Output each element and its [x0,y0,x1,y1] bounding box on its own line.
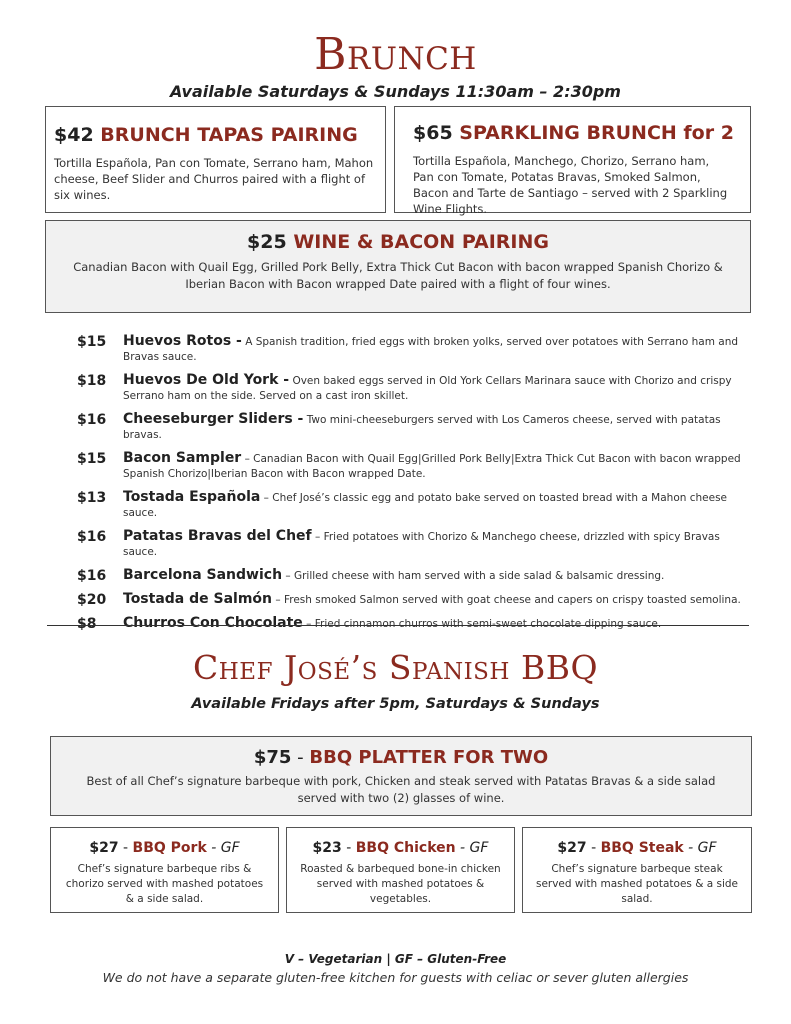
menu-item-price: $16 [77,529,107,545]
brunch-title: Brunch [314,29,477,80]
bbq-pork-heading [63,838,266,858]
bbq-pork-description: Chef’s signature barbeque ribs & chorizo served with mashed potatoes & a side salad. [65,863,264,905]
menu-item-description: – Grilled cheese with ham served with a side salad & balsamic dressing. [285,570,665,582]
sparkling-brunch-heading [413,119,732,147]
menu-item-name: Churros Con Chocolate [123,615,303,631]
bbq-steak-heading [535,838,739,858]
bbq-chicken-price: $23 [312,840,342,856]
section-divider [47,625,749,626]
wine-bacon-name: WINE & BACON PAIRING [293,231,549,253]
menu-item-price: $15 [77,334,107,350]
bbq-pork-name: BBQ Pork [132,840,207,856]
bbq-steak-name: BBQ Steak [600,840,684,856]
menu-item-price: $16 [77,412,107,428]
menu-item-price: $20 [77,592,107,608]
wine-bacon-box [45,220,751,313]
menu-item [77,592,757,608]
bbq-steak-gf-tag: - GF [683,840,717,856]
tapas-pairing-name: BRUNCH TAPAS PAIRING [100,124,358,146]
menu-item-description: – Fried potatoes with Chorizo & Manchego cheese, drizzled with spicy Bravas sauce. [123,531,720,558]
bbq-pork-separator: - [118,840,133,856]
menu-item-name: Tostada Española [123,489,261,505]
tapas-pairing-price: $42 [54,124,94,146]
bbq-steak-description: Chef’s signature barbeque steak served with mashed potatoes & a side salad. [535,863,739,905]
bbq-platter-name: BBQ PLATTER FOR TWO [309,747,549,768]
sparkling-brunch-box [394,106,751,216]
menu-item-description: – Canadian Bacon with Quail Egg|Grilled Pork Belly|Extra Thick Cut Bacon with bacon wrapped Spanish Chorizo|Iberian Bacon with Bacon wrapped Date. [123,453,741,480]
brunch-menu-list [77,334,757,640]
gluten-disclaimer: We do not have a separate gluten-free kitchen for guests with celiac or sever gluten allergies [102,970,689,985]
bbq-steak-separator: - [586,840,601,856]
bbq-platter-heading [71,745,731,771]
menu-item-name: Huevos Rotos - [123,333,242,349]
bbq-pork-price: $27 [89,840,119,856]
bbq-platter-box [50,736,752,816]
bbq-availability: Available Fridays after 5pm, Saturdays & Sundays [191,696,600,712]
menu-item-description: – Chef José’s classic egg and potato bake served on toasted bread with a Mahon cheese sauce. [123,492,728,519]
bbq-chicken-box [286,827,515,913]
dietary-legend: V – Vegetarian | GF – Gluten-Free [284,952,507,966]
bbq-chicken-heading [299,838,502,858]
menu-item-price: $13 [77,490,107,506]
menu-item-price: $15 [77,451,107,467]
bbq-chicken-name: BBQ Chicken [355,840,456,856]
menu-item [77,412,757,443]
bbq-platter-description: Best of all Chef’s signature barbeque with pork, Chicken and steak served with Patatas Bravas & a side salad served with two (2) glasses of wine. [86,774,716,805]
wine-bacon-heading [56,229,740,255]
tapas-pairing-heading [54,121,377,149]
menu-item [77,616,757,632]
menu-item-name: Cheeseburger Sliders - [123,411,304,427]
menu-item-price: $18 [77,373,107,389]
bbq-chicken-separator: - [341,840,356,856]
tapas-pairing-description: Tortilla Española, Pan con Tomate, Serrano ham, Mahon cheese, Beef Slider and Churros paired with a flight of six wines. [54,156,374,202]
sparkling-brunch-name: SPARKLING BRUNCH for 2 [459,122,734,144]
menu-item-price: $16 [77,568,107,584]
menu-item-price: $8 [77,616,97,632]
bbq-chicken-gf-tag: - GF [455,840,489,856]
menu-item-name: Huevos De Old York - [123,372,290,388]
menu-item [77,373,757,404]
bbq-title: Chef José’s Spanish BBQ [192,648,599,687]
menu-item [77,490,757,521]
wine-bacon-price: $25 [247,231,287,253]
menu-item [77,529,757,560]
bbq-platter-price: $75 [253,747,292,768]
menu-item-name: Bacon Sampler [123,450,242,466]
menu-item [77,451,757,482]
bbq-chicken-description: Roasted & barbequed bone-in chicken served with mashed potatoes & vegetables. [300,863,501,905]
menu-item-name: Patatas Bravas del Chef [123,528,312,544]
menu-item-name: Barcelona Sandwich [123,567,283,583]
sparkling-brunch-price: $65 [413,122,453,144]
menu-item-description: A Spanish tradition, fried eggs with broken yolks, served over potatoes with Serrano ham and Bravas sauce. [123,336,739,363]
bbq-steak-box [522,827,752,913]
bbq-steak-price: $27 [557,840,587,856]
wine-bacon-description: Canadian Bacon with Quail Egg, Grilled Pork Belly, Extra Thick Cut Bacon with bacon wrapped Spanish Chorizo & Iberian Bacon with Bacon wrapped Date paired with a flight of four wines. [73,260,723,291]
menu-item [77,568,757,584]
brunch-availability: Available Saturdays & Sundays 11:30am – 2:30pm [170,82,621,101]
menu-item-description: – Fried cinnamon churros with semi-sweet chocolate dipping sauce. [306,618,662,630]
menu-item-description: Two mini-cheeseburgers served with Los Cameros cheese, served with patatas bravas. [123,414,721,441]
bbq-platter-separator: - [291,747,310,768]
menu-item-description: Oven baked eggs served in Old York Cellars Marinara sauce with Chorizo and crispy Serrano ham on the side. Served on a cast iron skillet. [123,375,732,402]
menu-item [77,334,757,365]
bbq-pork-gf-tag: - GF [206,840,240,856]
sparkling-brunch-description: Tortilla Española, Manchego, Chorizo, Serrano ham, Pan con Tomate, Potatas Bravas, Smoked Salmon, Bacon and Tarte de Santiago – served with 2 Sparkling Wine Flights. [413,154,728,216]
bbq-pork-box [50,827,279,913]
menu-item-description: – Fresh smoked Salmon served with goat cheese and capers on crispy toasted semolina. [275,594,741,606]
tapas-pairing-box [45,106,386,213]
menu-item-name: Tostada de Salmón [123,591,273,607]
